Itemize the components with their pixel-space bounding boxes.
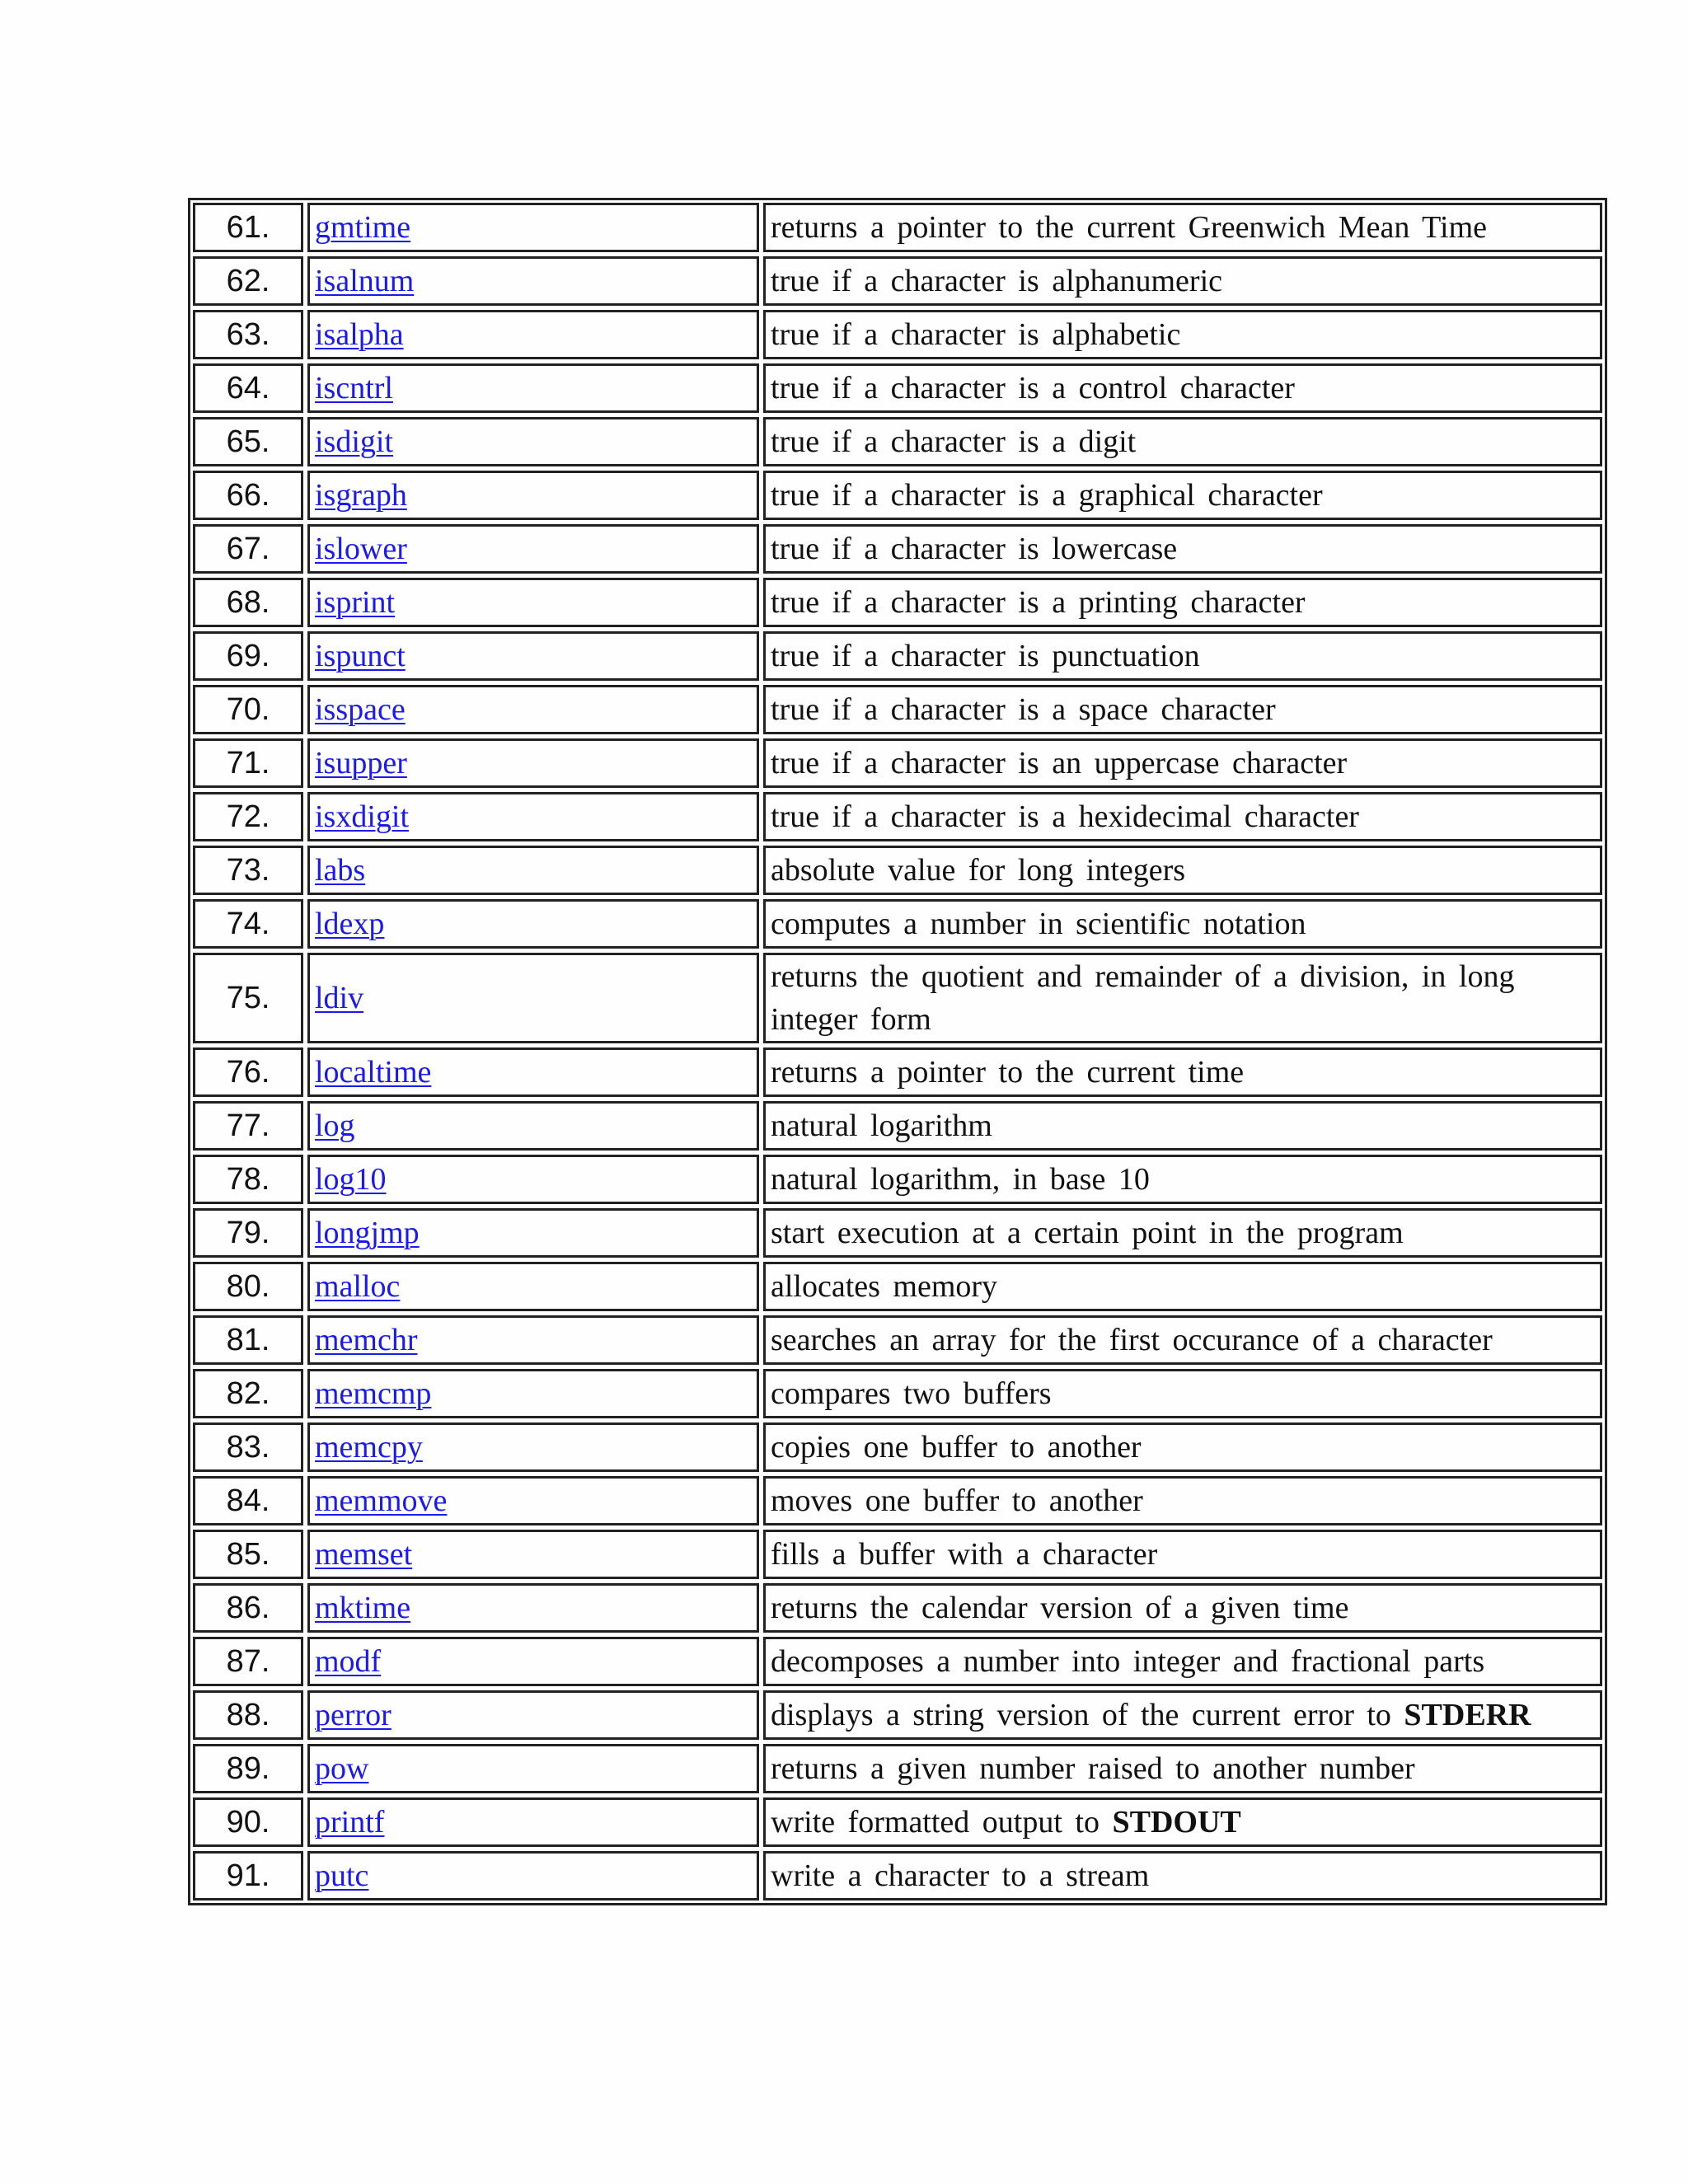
table-row <box>193 471 1602 520</box>
function-description <box>763 471 1602 520</box>
function-name-cell <box>307 1422 759 1472</box>
function-name-cell <box>307 578 759 627</box>
table-row <box>193 685 1602 734</box>
table-row <box>193 899 1602 949</box>
function-description <box>763 846 1602 895</box>
function-description <box>763 1208 1602 1258</box>
function-name-cell <box>307 1476 759 1526</box>
function-link[interactable]: gmtime <box>315 210 411 245</box>
function-description <box>763 899 1602 949</box>
function-description <box>763 1797 1602 1847</box>
function-link[interactable]: memmove <box>315 1483 448 1518</box>
function-description <box>763 578 1602 627</box>
table-row <box>193 363 1602 413</box>
row-number: 88. <box>193 1690 303 1740</box>
row-number: 87. <box>193 1637 303 1686</box>
description-text: returns a pointer to the current Greenwich Mean Time <box>771 210 1487 245</box>
function-link[interactable]: log10 <box>315 1162 387 1197</box>
table-row <box>193 1744 1602 1793</box>
description-text: start execution at a certain point in the program <box>771 1216 1404 1250</box>
table-row <box>193 1637 1602 1686</box>
function-link[interactable]: memcmp <box>315 1376 432 1411</box>
function-name-cell <box>307 1797 759 1847</box>
description-text: returns the quotient and remainder of a division, in long integer form <box>771 959 1515 1037</box>
function-link[interactable]: isxdigit <box>315 799 410 834</box>
function-description <box>763 1476 1602 1526</box>
row-number: 80. <box>193 1262 303 1311</box>
function-name-cell <box>307 310 759 359</box>
row-number: 79. <box>193 1208 303 1258</box>
function-link[interactable]: ispunct <box>315 639 406 673</box>
function-description <box>763 256 1602 306</box>
function-name-cell <box>307 1530 759 1579</box>
function-link[interactable]: malloc <box>315 1269 401 1304</box>
description-text: returns a given number raised to another number <box>771 1751 1415 1786</box>
table-row <box>193 310 1602 359</box>
function-description <box>763 1744 1602 1793</box>
table-row <box>193 1315 1602 1365</box>
function-name-cell <box>307 1208 759 1258</box>
function-name-cell <box>307 953 759 1043</box>
description-text: returns a pointer to the current time <box>771 1055 1245 1090</box>
description-text: true if a character is a space character <box>771 692 1276 727</box>
table-row <box>193 631 1602 681</box>
row-number: 74. <box>193 899 303 949</box>
description-text: computes a number in scientific notation <box>771 907 1306 941</box>
row-number: 61. <box>193 203 303 252</box>
function-description <box>763 1530 1602 1579</box>
row-number: 89. <box>193 1744 303 1793</box>
function-name-cell <box>307 363 759 413</box>
function-description <box>763 363 1602 413</box>
function-link[interactable]: putc <box>315 1858 369 1893</box>
table-row <box>193 1583 1602 1633</box>
function-description <box>763 1690 1602 1740</box>
table-row <box>193 1530 1602 1579</box>
table-row <box>193 256 1602 306</box>
function-description <box>763 631 1602 681</box>
function-link[interactable]: labs <box>315 853 366 888</box>
function-description <box>763 738 1602 788</box>
function-name-cell <box>307 899 759 949</box>
row-number: 90. <box>193 1797 303 1847</box>
function-description <box>763 203 1602 252</box>
table-row <box>193 417 1602 466</box>
row-number: 84. <box>193 1476 303 1526</box>
function-name-cell <box>307 1315 759 1365</box>
description-text: displays a string version of the current error to <box>771 1698 1391 1732</box>
row-number: 76. <box>193 1047 303 1097</box>
table-row <box>193 846 1602 895</box>
row-number: 75. <box>193 953 303 1043</box>
function-link[interactable]: mktime <box>315 1591 411 1625</box>
row-number: 85. <box>193 1530 303 1579</box>
description-text: true if a character is an uppercase character <box>771 746 1348 780</box>
function-name-cell <box>307 1690 759 1740</box>
function-name-cell <box>307 631 759 681</box>
function-link[interactable]: memchr <box>315 1323 418 1357</box>
function-description <box>763 524 1602 574</box>
function-name-cell <box>307 1583 759 1633</box>
function-description <box>763 310 1602 359</box>
row-number: 83. <box>193 1422 303 1472</box>
description-text: true if a character is punctuation <box>771 639 1200 673</box>
row-number: 77. <box>193 1101 303 1151</box>
function-link[interactable]: isdigit <box>315 424 394 459</box>
function-link[interactable]: memset <box>315 1537 413 1572</box>
function-description <box>763 1369 1602 1418</box>
function-link[interactable]: printf <box>315 1805 385 1840</box>
row-number: 71. <box>193 738 303 788</box>
function-link[interactable]: islower <box>315 532 407 566</box>
function-link[interactable]: iscntrl <box>315 371 393 405</box>
function-name-cell <box>307 1262 759 1311</box>
table-row <box>193 738 1602 788</box>
description-text: returns the calendar version of a given time <box>771 1591 1349 1625</box>
table-row <box>193 1690 1602 1740</box>
description-text: allocates memory <box>771 1269 998 1304</box>
function-name-cell <box>307 1047 759 1097</box>
table-row <box>193 1422 1602 1472</box>
description-text: absolute value for long integers <box>771 853 1186 888</box>
row-number: 67. <box>193 524 303 574</box>
table-row <box>193 203 1602 252</box>
description-text: natural logarithm <box>771 1108 992 1143</box>
table-row <box>193 1797 1602 1847</box>
table-row <box>193 1262 1602 1311</box>
function-description <box>763 1262 1602 1311</box>
row-number: 81. <box>193 1315 303 1365</box>
function-link[interactable]: perror <box>315 1698 392 1732</box>
row-number: 78. <box>193 1155 303 1204</box>
function-link[interactable]: isalpha <box>315 317 404 352</box>
function-name-cell <box>307 1369 759 1418</box>
function-description <box>763 1583 1602 1633</box>
function-name-cell <box>307 1851 759 1900</box>
description-text: true if a character is a graphical character <box>771 478 1323 513</box>
function-name-cell <box>307 846 759 895</box>
function-description <box>763 1047 1602 1097</box>
function-name-cell <box>307 738 759 788</box>
function-link[interactable]: longjmp <box>315 1216 420 1250</box>
function-link[interactable]: isalnum <box>315 264 415 298</box>
table-row <box>193 1047 1602 1097</box>
description-text: write formatted output to <box>771 1805 1100 1840</box>
row-number: 72. <box>193 792 303 841</box>
description-text: searches an array for the first occurance of a character <box>771 1323 1493 1357</box>
function-link[interactable]: isgraph <box>315 478 407 513</box>
function-link[interactable]: memcpy <box>315 1430 423 1465</box>
function-name-cell <box>307 203 759 252</box>
function-description <box>763 1315 1602 1365</box>
function-link[interactable]: modf <box>315 1644 382 1679</box>
function-link[interactable]: ldexp <box>315 907 385 941</box>
description-text: write a character to a stream <box>771 1858 1150 1893</box>
function-name-cell <box>307 471 759 520</box>
description-text: natural logarithm, in base 10 <box>771 1162 1150 1197</box>
function-link[interactable]: pow <box>315 1751 369 1786</box>
row-number: 73. <box>193 846 303 895</box>
table-row <box>193 1208 1602 1258</box>
row-number: 91. <box>193 1851 303 1900</box>
table-row <box>193 1369 1602 1418</box>
function-link[interactable]: isupper <box>315 746 407 780</box>
function-description <box>763 1422 1602 1472</box>
description-text: true if a character is a hexidecimal character <box>771 799 1359 834</box>
function-name-cell <box>307 417 759 466</box>
table-row <box>193 1476 1602 1526</box>
function-description <box>763 953 1602 1043</box>
function-name-cell <box>307 256 759 306</box>
row-number: 64. <box>193 363 303 413</box>
function-link[interactable]: localtime <box>315 1055 432 1090</box>
description-text: true if a character is alphanumeric <box>771 264 1222 298</box>
description-text: moves one buffer to another <box>771 1483 1143 1518</box>
function-name-cell <box>307 1637 759 1686</box>
row-number: 70. <box>193 685 303 734</box>
description-text: decomposes a number into integer and fractional parts <box>771 1644 1485 1679</box>
function-name-cell <box>307 685 759 734</box>
table-row <box>193 524 1602 574</box>
function-link[interactable]: ldiv <box>315 981 364 1015</box>
row-number: 82. <box>193 1369 303 1418</box>
row-number: 65. <box>193 417 303 466</box>
stream-name-bold: STDERR <box>1404 1698 1531 1732</box>
function-name-cell <box>307 1101 759 1151</box>
description-text: fills a buffer with a character <box>771 1537 1158 1572</box>
function-description <box>763 1637 1602 1686</box>
description-text: true if a character is alphabetic <box>771 317 1181 352</box>
stream-name-bold: STDOUT <box>1112 1805 1241 1840</box>
function-name-cell <box>307 792 759 841</box>
description-text: true if a character is a control character <box>771 371 1295 405</box>
table-row <box>193 1101 1602 1151</box>
table-row <box>193 578 1602 627</box>
function-description <box>763 1851 1602 1900</box>
description-text: copies one buffer to another <box>771 1430 1142 1465</box>
description-text: compares two buffers <box>771 1376 1052 1411</box>
function-link[interactable]: isspace <box>315 692 406 727</box>
table-row <box>193 1155 1602 1204</box>
function-link[interactable]: isprint <box>315 585 396 620</box>
row-number: 63. <box>193 310 303 359</box>
row-number: 86. <box>193 1583 303 1633</box>
description-text: true if a character is lowercase <box>771 532 1178 566</box>
function-table-body <box>193 203 1602 1900</box>
function-name-cell <box>307 1744 759 1793</box>
table-row <box>193 1851 1602 1900</box>
function-description <box>763 1155 1602 1204</box>
function-description <box>763 417 1602 466</box>
function-description <box>763 1101 1602 1151</box>
row-number: 69. <box>193 631 303 681</box>
function-description <box>763 685 1602 734</box>
description-text: true if a character is a printing character <box>771 585 1306 620</box>
function-description <box>763 792 1602 841</box>
function-name-cell <box>307 1155 759 1204</box>
row-number: 66. <box>193 471 303 520</box>
description-text: true if a character is a digit <box>771 424 1137 459</box>
table-row <box>193 792 1602 841</box>
row-number: 68. <box>193 578 303 627</box>
row-number: 62. <box>193 256 303 306</box>
function-name-cell <box>307 524 759 574</box>
table-row <box>193 953 1602 1043</box>
function-table-frame <box>188 198 1607 1905</box>
function-table <box>189 199 1606 1905</box>
function-link[interactable]: log <box>315 1108 355 1143</box>
